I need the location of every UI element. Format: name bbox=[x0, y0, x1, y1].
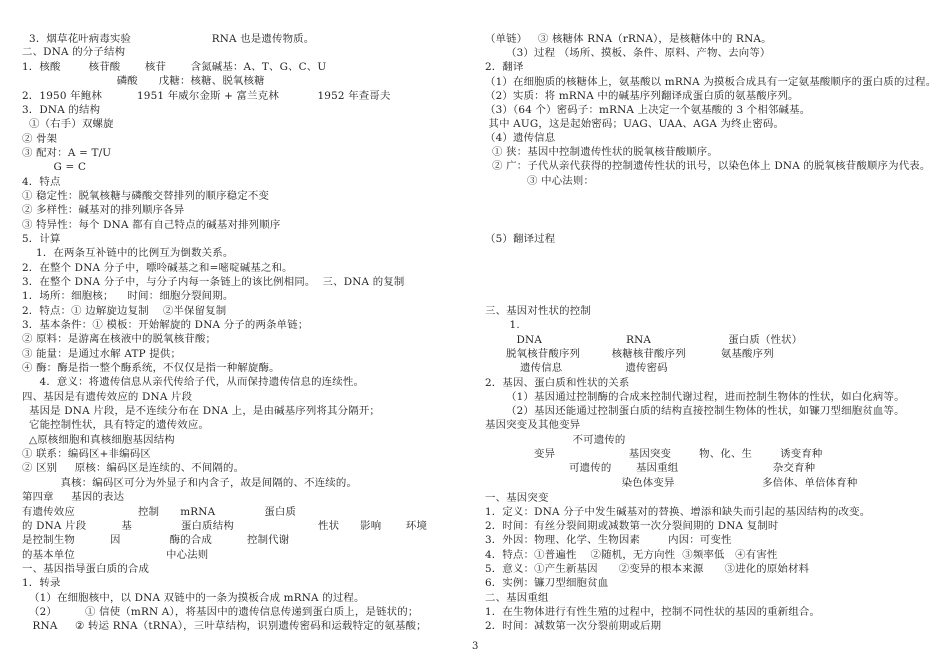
page-number: 3 bbox=[472, 641, 479, 652]
text-line: （2）基因还能通过控制蛋白质的结构直接控制生物体的性状，如镰刀型细胞贫血等。 bbox=[485, 405, 905, 417]
text-line: 可遗传的 基因重组 杂交育种 bbox=[485, 462, 816, 474]
text-line: 3．烟草花叶病毒实验 RNA 也是遗传物质。 bbox=[22, 33, 315, 45]
section-heading: 一、基因指导蛋白质的合成 bbox=[22, 563, 150, 575]
text-line: 2．1950 年鲍林 1951 年威尔金斯 + 富兰克林 1952 年查哥夫 bbox=[22, 90, 391, 102]
text-line: （1）在细胞质的核糖体上，氨基酸以 mRNA 为摸板合成具有一定氨基酸顺序的蛋白质的过程。 bbox=[485, 76, 937, 88]
text-line: 2．时间：减数第一次分裂前期或后期 bbox=[485, 620, 662, 632]
text-line: ② 区别 原核：编码区是连续的、不间隔的。 bbox=[22, 462, 245, 474]
text-line: 5．意义：①产生新基因 ②变异的根本来源 ③进化的原始材料 bbox=[485, 563, 810, 575]
text-line: 3．DNA 的结构 bbox=[22, 104, 101, 116]
text-line: 染色体变异 多倍体、单倍体育种 bbox=[485, 477, 858, 489]
text-line: 1．在生物体进行有性生殖的过程中，控制不同性状的基因的重新组合。 bbox=[485, 606, 821, 618]
text-line: G = C bbox=[22, 161, 87, 173]
text-line: DNA RNA 蛋白质（性状） bbox=[485, 334, 803, 346]
text-line: ② 骨架 bbox=[22, 133, 58, 145]
text-line: （2） ① 信使（mRN A），将基因中的遗传信息传递到蛋白质上，是链状的； bbox=[22, 606, 419, 618]
text-line: ② 广：子代从亲代获得的控制遗传性状的讯号，以染色体上 DNA 的脱氧核苷酸顺序为代表。 bbox=[485, 160, 931, 172]
text-line: 其中 AUG，这是起始密码；UAG、UAA、AGA 为终止密码。 bbox=[485, 118, 785, 130]
text-line: ③ 能量：是通过水解 ATP 提供； bbox=[22, 348, 182, 360]
text-line: （1）在细胞核中，以 DNA 双链中的一条为摸板合成 mRNA 的过程。 bbox=[22, 592, 365, 604]
text-line: 基因突变及其他变异 bbox=[485, 419, 581, 431]
text-line: ① 狭：基因中控制遗传性状的脱氧核苷酸顺序。 bbox=[485, 146, 718, 158]
text-line: 2．基因、蛋白质和性状的关系 bbox=[485, 377, 630, 389]
text-line: 的 DNA 片段 基 蛋白质结构 性状 影响 环境 bbox=[22, 520, 428, 532]
text-line: 有遗传效应 控制 mRNA 蛋白质 bbox=[22, 506, 297, 518]
text-line: 真核：编码区可分为外显子和内含子，故是间隔的、不连续的。 bbox=[22, 477, 358, 489]
text-line: 3．基本条件：① 模板：开始解旋的 DNA 分子的两条单链； bbox=[22, 319, 309, 331]
text-line: （3）（64 个）密码子：mRNA 上决定一个氨基酸的 3 个相邻碱基。 bbox=[485, 104, 811, 116]
text-line: ① 联系：编码区+非编码区 bbox=[22, 448, 151, 460]
text-line: 2．在整个 DNA 分子中，嘌呤碱基之和=嘧啶碱基之和。 bbox=[22, 262, 293, 274]
text-line: 3．外因：物理、化学、生物因素 内因：可变性 bbox=[485, 534, 732, 546]
text-line: ③ 中心法则： bbox=[485, 175, 595, 187]
text-line: （5）翻译过程 bbox=[485, 233, 556, 245]
text-line: RNA ② 转运 RNA（tRNA），三叶草结构，识别遗传密码和运载特定的氨基酸； bbox=[22, 620, 427, 632]
text-line: 1．在两条互补链中的比例互为倒数关系。 bbox=[22, 247, 234, 259]
text-line: 脱氧核苷酸序列 核糖核苷酸序列 氨基酸序列 bbox=[485, 348, 774, 360]
chapter-heading: 第四章 基因的表达 bbox=[22, 491, 125, 503]
text-line: 遗传信息 遗传密码 bbox=[485, 362, 668, 374]
text-line: ② 多样性：碱基对的排列顺序各异 bbox=[22, 204, 185, 216]
text-line: ③ 特异性：每个 DNA 都有自己特点的碱基对排列顺序 bbox=[22, 219, 281, 231]
text-line: 2．特点：① 边解旋边复制 ②半保留复制 bbox=[22, 305, 227, 317]
text-line: 2．翻译 bbox=[485, 61, 524, 73]
section-heading: 四、基因是有遗传效应的 DNA 片段 bbox=[22, 391, 193, 403]
text-line: 基因是 DNA 片段，是不连续分布在 DNA 上，是由碱基序列将其分隔开； bbox=[22, 405, 381, 417]
text-line: ② 原料：是游离在核液中的脱氧核苷酸； bbox=[22, 333, 217, 345]
text-line: 6．实例：镰刀型细胞贫血 bbox=[485, 577, 609, 589]
text-line: ④ 酶：酶是指一整个酶系统，不仅仅是指一种解旋酶。 bbox=[22, 362, 280, 374]
text-line: （4）遗传信息 bbox=[485, 132, 556, 144]
text-line: 1. bbox=[485, 319, 520, 331]
text-line: 1．核酸 核苷酸 核苷 含氮碱基：A、T、G、C、U bbox=[22, 61, 327, 73]
text-line: （2）实质：将 mRNA 中的碱基序列翻译成蛋白质的氨基酸序列。 bbox=[485, 90, 799, 102]
text-line: 4．意义：将遗传信息从亲代传给子代，从而保持遗传信息的连续性。 bbox=[22, 376, 365, 388]
text-line: 的基本单位 中心法则 bbox=[22, 549, 209, 561]
text-line: ① 稳定性：脱氧核糖与磷酸交替排列的顺序稳定不变 bbox=[22, 190, 270, 202]
text-line: 不可遗传的 bbox=[485, 434, 626, 446]
section-heading: 二、DNA 的分子结构 bbox=[22, 46, 126, 58]
text-line: 变异 基因突变 物、化、生 诱变育种 bbox=[485, 448, 823, 460]
text-line: （3）过程 （场所、摸板、条件、原料、产物、去向等） bbox=[485, 47, 771, 59]
section-heading: 二、基因重组 bbox=[485, 592, 549, 604]
text-line: 5．计算 bbox=[22, 233, 61, 245]
text-line: ③ 配对：A = T/U bbox=[22, 147, 112, 159]
text-line: 1．场所：细胞核； 时间：细胞分裂间期。 bbox=[22, 290, 234, 302]
text-line: 1．定义：DNA 分子中发生碱基对的替换、增添和缺失而引起的基因结构的改变。 bbox=[485, 506, 871, 518]
text-line: 2．时间：有丝分裂间期或减数第一次分裂间期的 DNA 复制时 bbox=[485, 520, 779, 532]
text-line: 磷酸 戊糖：核糖、脱氧核糖 bbox=[22, 75, 265, 87]
text-line: （单链） ③ 核糖体 RNA（rRNA），是核糖体中的 RNA。 bbox=[485, 33, 772, 45]
text-line: 4．特点：①普遍性 ②随机，无方向性 ③频率低 ④有害性 bbox=[485, 549, 778, 561]
text-line: 是控制生物 因 酶的合成 控制代谢 bbox=[22, 534, 290, 546]
text-line: ①（右手）双螺旋 bbox=[22, 118, 114, 130]
section-heading: 三、基因对性状的控制 bbox=[485, 305, 591, 317]
text-line: 1．转录 bbox=[22, 577, 61, 589]
text-line: 3．在整个 DNA 分子中，与分子内每一条链上的该比例相同。 三、DNA 的复制 bbox=[22, 276, 405, 288]
section-heading: 一、基因突变 bbox=[485, 492, 549, 504]
text-line: （1）基因通过控制酶的合成来控制代谢过程，进而控制生物体的性状，如白化病等。 bbox=[485, 391, 905, 403]
text-line: 它能控制性状，具有特定的遗传效应。 bbox=[22, 419, 210, 431]
text-line: 4．特点 bbox=[22, 176, 61, 188]
text-line: △原核细胞和真核细胞基因结构 bbox=[22, 434, 175, 446]
